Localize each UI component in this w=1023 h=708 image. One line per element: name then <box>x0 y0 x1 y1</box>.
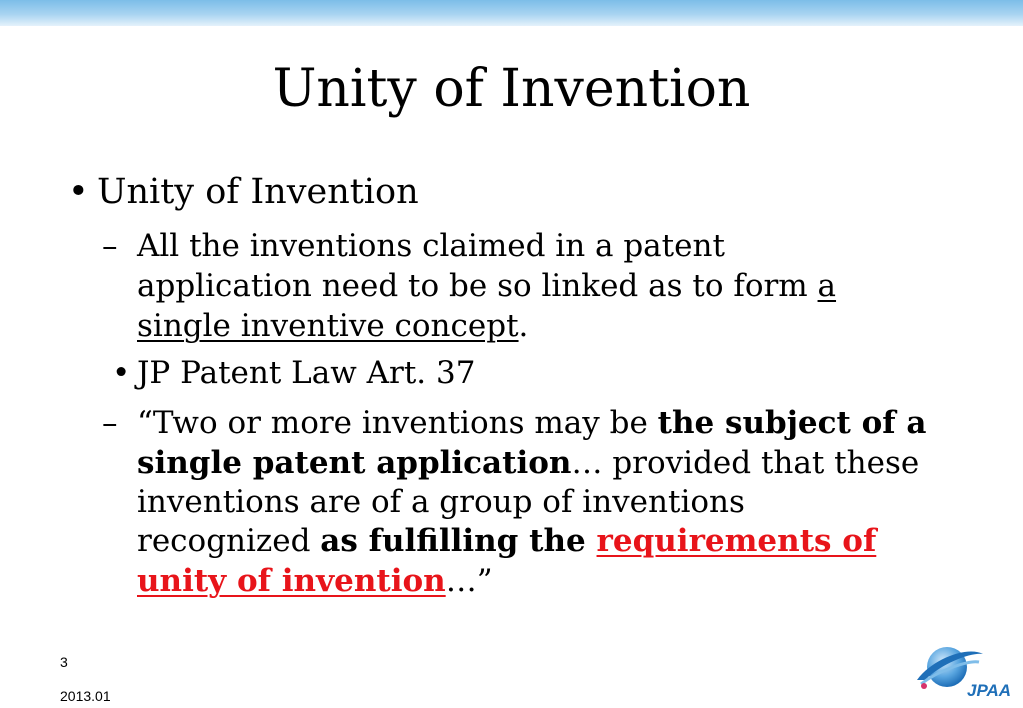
bullet-marker: • <box>68 172 89 212</box>
dash-marker: – <box>102 228 118 264</box>
bullet-unity-of-invention: Unity of Invention <box>97 172 419 212</box>
footer-date: 2013.01 <box>60 688 111 704</box>
top-gradient-band <box>0 0 1023 26</box>
bullet-jp-patent-law: JP Patent Law Art. 37 <box>137 355 476 391</box>
jpaa-logo <box>913 640 1013 702</box>
logo-text: JPAA <box>967 681 1012 700</box>
quote-line4: recognized as fulfilling the requirements of <box>137 523 877 559</box>
bullet-marker: • <box>112 355 131 391</box>
dash-marker: – <box>102 405 118 441</box>
sub1-line1: All the inventions claimed in a patent <box>137 228 725 264</box>
quote-line5: unity of invention…” <box>137 563 493 599</box>
slide-title: Unity of Invention <box>272 59 751 119</box>
quote-line2: single patent application… provided that these <box>137 445 920 481</box>
sub1-line3: single inventive concept. <box>137 308 529 344</box>
sub1-line2: application need to be so linked as to form a <box>137 268 837 304</box>
quote-line3: inventions are of a group of inventions <box>137 484 745 520</box>
page-number: 3 <box>60 654 68 670</box>
quote-line1: “Two or more inventions may be the subject of a <box>137 405 927 441</box>
